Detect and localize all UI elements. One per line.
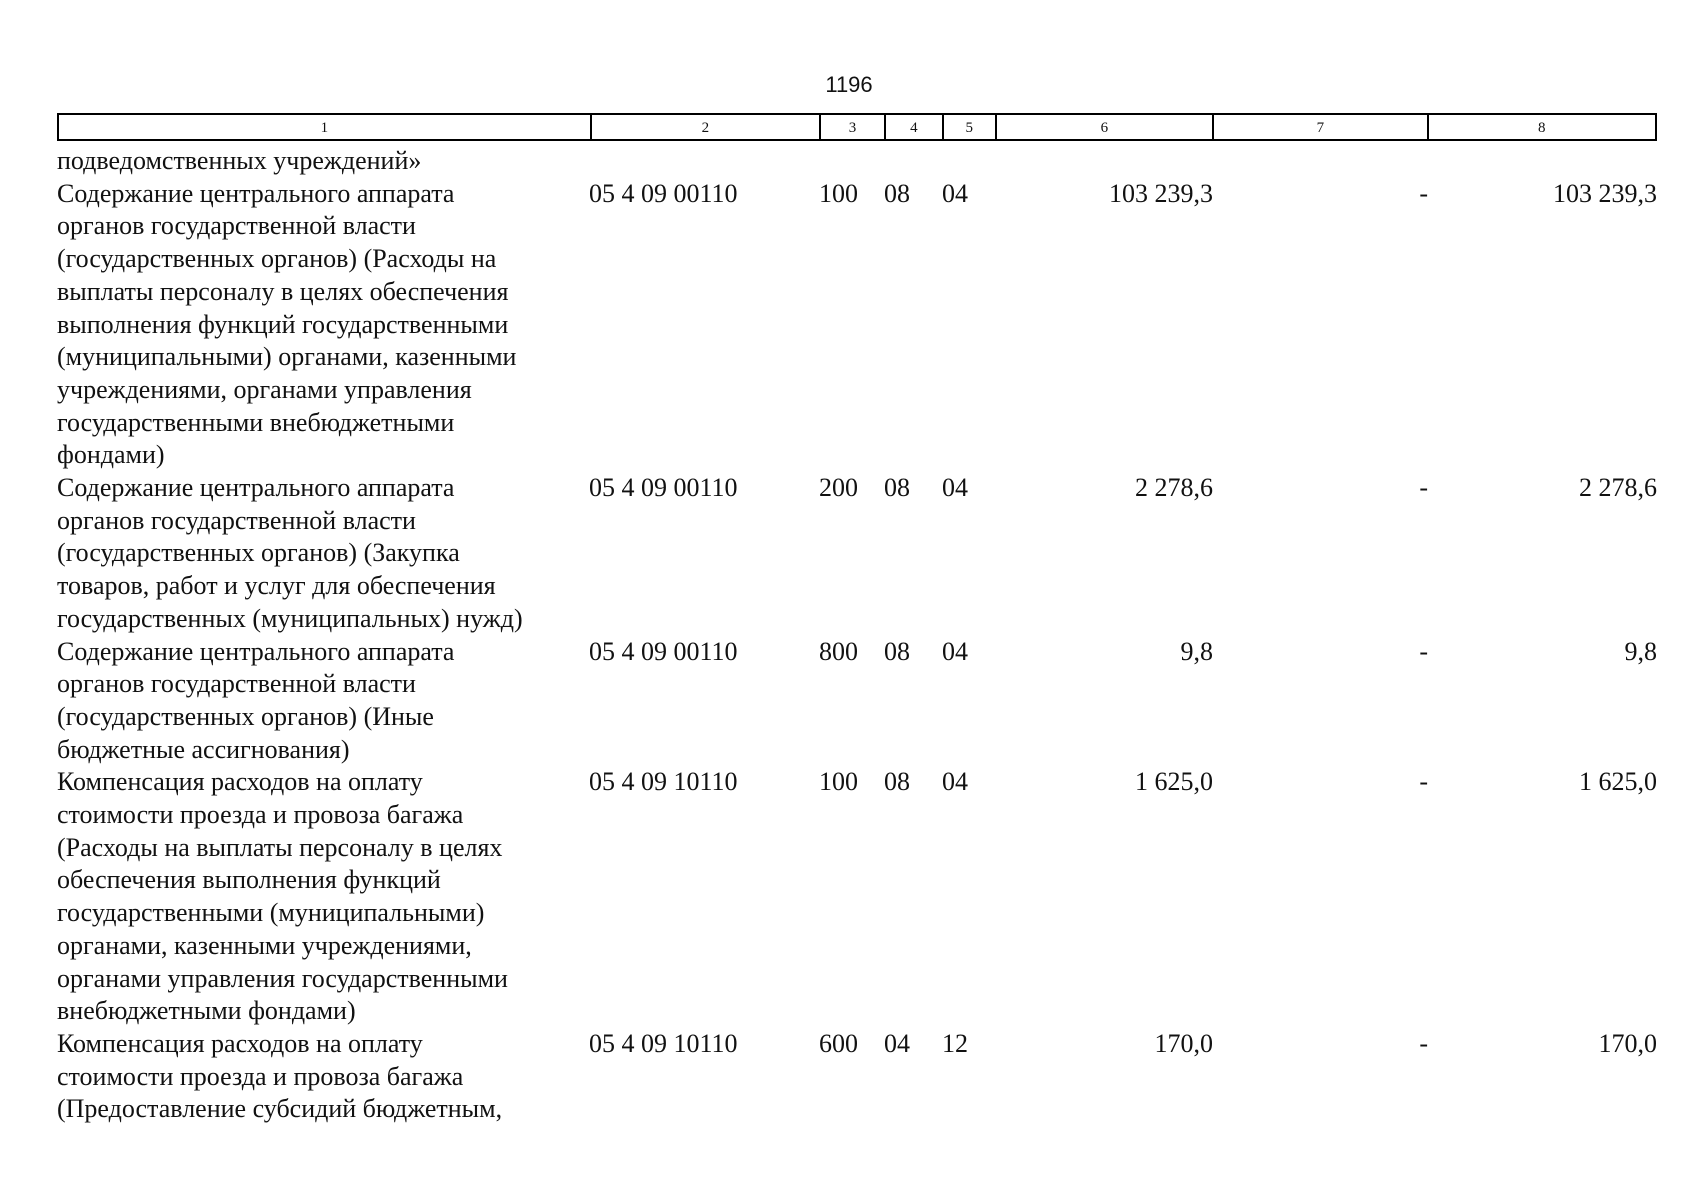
header-col-6: 6 — [995, 115, 1212, 139]
row-kvr: 200 — [819, 473, 858, 503]
row-kvr: 600 — [819, 1028, 858, 1058]
row-rz: 08 — [884, 473, 910, 503]
row-code: 05 4 09 10110 — [589, 1028, 738, 1058]
row-sum-col7: - — [1419, 178, 1428, 208]
table-row — [57, 178, 1657, 472]
header-col-5: 5 — [942, 115, 995, 139]
header-col-3: 3 — [819, 115, 884, 139]
header-col-1: 1 — [320, 120, 329, 136]
row-pr: 04 — [942, 767, 968, 797]
table-body — [57, 145, 1657, 1126]
page-number: 1196 — [825, 72, 873, 97]
row-sum-col6: 103 239,3 — [1109, 178, 1213, 208]
row-rz: 08 — [884, 767, 910, 797]
row-sum-col6: 9,8 — [1180, 636, 1213, 666]
table-row — [57, 472, 1657, 636]
table-row — [57, 636, 1657, 767]
row-name: Содержание центрального аппарата органов государственной власти (государственных органов) (Расходы на выплаты персоналу в целях обеспечения выполнения функций государственными (муниципальными) органами, казенными учреждениями, органами управления государственными внебюджетными фондами) — [57, 178, 517, 470]
row-name: Содержание центрального аппарата органов государственной власти (государственных органов) (Иные бюджетные ассигнования) — [57, 636, 455, 764]
header-col-7: 7 — [1212, 115, 1426, 139]
row-pr: 12 — [942, 1028, 968, 1058]
row-pr: 04 — [942, 178, 968, 208]
row-code: 05 4 09 00110 — [589, 636, 738, 666]
table-row — [57, 766, 1657, 1028]
row-sum-col7: - — [1419, 636, 1428, 666]
row-rz: 08 — [884, 178, 910, 208]
continuation-text: подведомственных учреждений» — [57, 146, 422, 175]
table-row — [57, 1028, 1657, 1126]
row-name: Компенсация расходов на оплату стоимости проезда и провоза багажа (Расходы на выплаты персоналу в целях обеспечения выполнения функций государственными (муниципальными) органами, казенными учреждениями, органами управления государственными внебюджетными фондами) — [57, 767, 508, 1026]
row-sum-col8: 103 239,3 — [1553, 178, 1657, 208]
row-code: 05 4 09 10110 — [589, 767, 738, 797]
row-code: 05 4 09 00110 — [589, 178, 738, 208]
row-sum-col8: 1 625,0 — [1579, 767, 1657, 797]
header-col-4: 4 — [884, 115, 942, 139]
row-pr: 04 — [942, 636, 968, 666]
row-rz: 08 — [884, 636, 910, 666]
row-sum-col6: 1 625,0 — [1135, 767, 1213, 797]
row-name: Компенсация расходов на оплату стоимости проезда и провоза багажа (Предоставление субсидий бюджетным, — [57, 1028, 503, 1124]
row-pr: 04 — [942, 473, 968, 503]
header-col-8: 8 — [1427, 115, 1655, 139]
row-kvr: 100 — [819, 767, 858, 797]
row-code: 05 4 09 00110 — [589, 473, 738, 503]
row-kvr: 100 — [819, 178, 858, 208]
table-header — [57, 113, 1657, 141]
header-col-2: 2 — [590, 115, 819, 139]
row-sum-col8: 2 278,6 — [1579, 473, 1657, 503]
row-sum-col8: 9,8 — [1624, 636, 1657, 666]
row-sum-col7: - — [1419, 1028, 1428, 1058]
row-sum-col7: - — [1419, 767, 1428, 797]
row-name: Содержание центрального аппарата органов государственной власти (государственных органов) (Закупка товаров, работ и услуг для обеспечения государственных (муниципальных) нужд) — [57, 473, 523, 633]
row-kvr: 800 — [819, 636, 858, 666]
row-rz: 04 — [884, 1028, 910, 1058]
row-sum-col6: 170,0 — [1154, 1028, 1213, 1058]
row-sum-col6: 2 278,6 — [1135, 473, 1213, 503]
row-sum-col7: - — [1419, 473, 1428, 503]
row-sum-col8: 170,0 — [1598, 1028, 1657, 1058]
continuation-row — [57, 145, 1657, 178]
